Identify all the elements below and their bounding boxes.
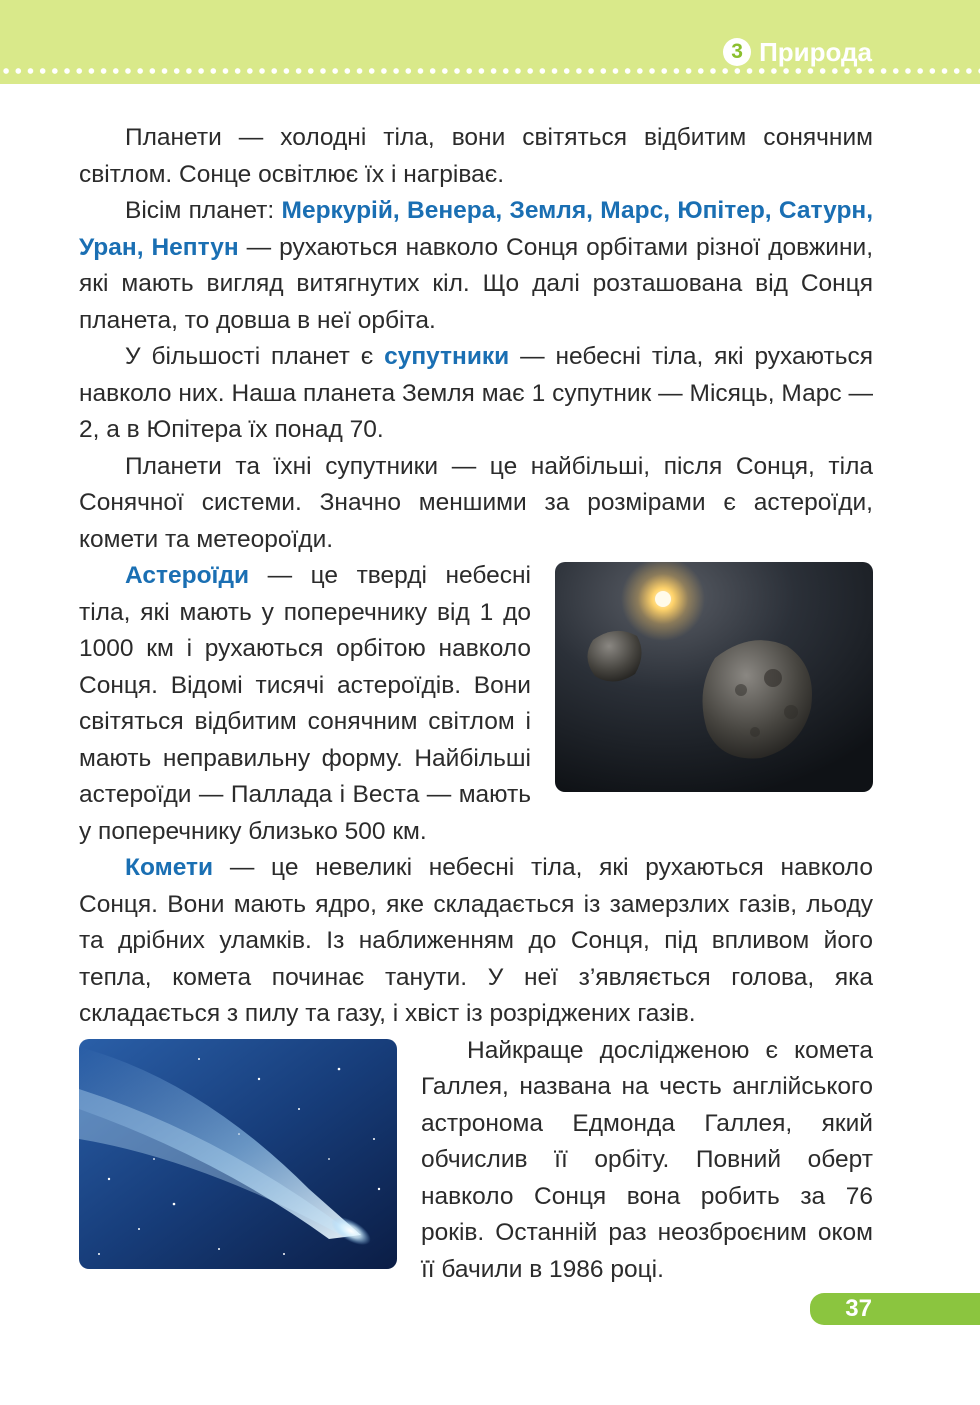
chapter-header-bar xyxy=(0,0,980,84)
paragraph-satellites xyxy=(79,339,873,449)
paragraph-small-bodies: Планети та їхні супутники — це найбільші, після Сонця, тіла Сонячної системи. Значно меншими за розмірами є астероїди, комети та метеороїди. xyxy=(79,452,873,553)
asteroids-term: Астероїди xyxy=(125,562,250,589)
chapter-label xyxy=(723,36,872,68)
chapter-number-badge: 3 xyxy=(723,38,751,66)
comet-image xyxy=(79,1039,397,1269)
text: Найкраще дослідженою є комета Галлея, названа на честь англійського астронома Едмонда Галлея, який обчислив її орбіту. Повний оберт навколо Сонця вона робить за 76 років. Останній раз неозброєним оком її бачили в 1986 році. xyxy=(421,1036,873,1283)
text: — рухаються навколо Сонця орбітами різної довжини, які мають вигляд витягнутих кіл. Що далі розташована від Сонця планета, то довша в неї орбіта. xyxy=(79,233,873,334)
paragraph-asteroids xyxy=(79,558,873,850)
comets-term: Комети xyxy=(125,854,214,881)
text: Вісім планет: xyxy=(125,197,282,224)
text: — небесні тіла, які рухаються навколо них. Наша планета Земля має 1 супутник — Місяць, Марс — 2, а в Юпітера їх понад 70. xyxy=(79,343,873,443)
text: У більшості планет є xyxy=(125,343,385,370)
paragraph-planets-intro: Планети — холодні тіла, вони світяться відбитим сонячним світлом. Сонце освітлює їх і нагріває. xyxy=(79,124,873,188)
page-number: 37 xyxy=(845,1295,872,1322)
asteroids-illustration xyxy=(555,562,873,792)
chapter-title: Природа xyxy=(759,36,872,67)
paragraph-eight-planets xyxy=(79,193,873,339)
page-number-tab xyxy=(810,1293,980,1325)
paragraph-halley xyxy=(79,1033,873,1289)
planet-list-term: Меркурій, Венера, Земля, Марс, Юпітер, Сатурн, Уран, Нептун xyxy=(79,197,874,261)
page-content xyxy=(79,120,873,1288)
text: — це невеликі небесні тіла, які рухаються навколо Сонця. Вони мають ядро, яке складається із замерзлих газів, льоду та дрібних уламків. Із наближенням до Сонця, під впливом його тепла, комета починає танути. У неї з’являється голова, яка складається з пилу та газу, і хвіст із розріджених газів. xyxy=(79,854,873,1027)
comet-illustration xyxy=(79,1039,397,1269)
asteroids-image xyxy=(555,562,873,792)
text: — це тверді небесні тіла, які мають у поперечнику від 1 до 1000 км і рухаються орбітою навколо Сонця. Відомі тисячі астероїдів. Вони світяться відбитим сонячним світлом і мають неправильну форму. Найбільші астероїди — Паллада і Веста — мають у поперечнику близько 500 км. xyxy=(79,562,531,845)
satellites-term: супутники xyxy=(384,343,510,370)
paragraph-comets xyxy=(79,850,873,1033)
